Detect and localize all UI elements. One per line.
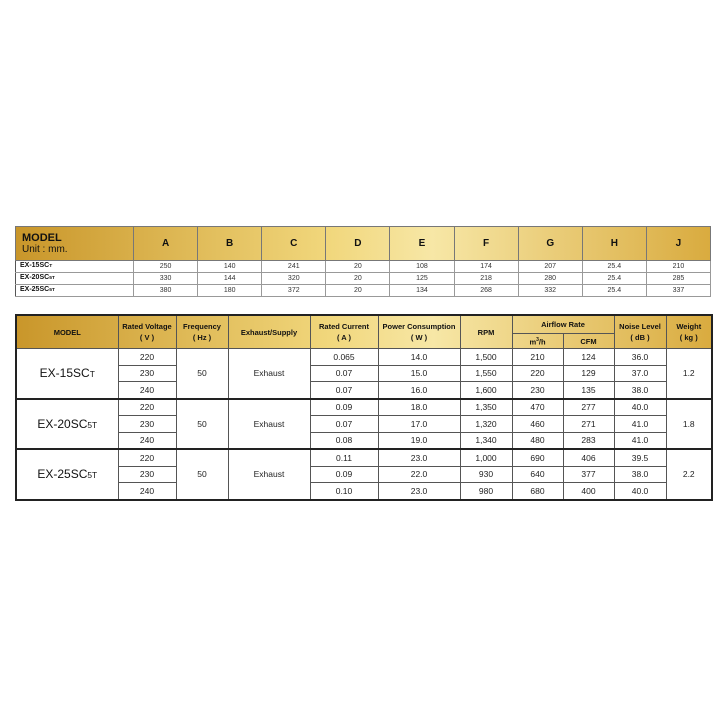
spec-model-name (16, 399, 118, 450)
dimension-value: 25.4 (582, 285, 646, 297)
dimension-value: 218 (454, 273, 518, 285)
power-value: 17.0 (378, 416, 460, 433)
noise-header (614, 315, 666, 349)
dimension-value: 144 (198, 273, 262, 285)
power-value: 22.0 (378, 466, 460, 483)
voltage-header (118, 315, 176, 349)
exhaust-value: Exhaust (228, 349, 310, 399)
dimension-model-header (16, 227, 134, 261)
dimension-model-name (16, 261, 134, 273)
dimension-value: 320 (262, 273, 326, 285)
model-suffix: 5T (87, 470, 98, 481)
rpm-header: RPM (460, 315, 512, 349)
noise-value: 41.0 (614, 416, 666, 433)
airflow-m3h-value: 470 (512, 399, 563, 416)
model-suffix: 5T (49, 276, 55, 281)
airflow-cfm-header: CFM (563, 334, 614, 349)
dimension-value: 140 (198, 261, 262, 273)
spec-row (16, 466, 712, 483)
specification-table (15, 314, 713, 501)
dim-col-header: D (326, 227, 390, 261)
airflow-header: Airflow Rate (512, 315, 614, 334)
noise-value: 40.0 (614, 483, 666, 500)
model-base: EX-25SC (37, 467, 88, 482)
voltage-label: Rated Voltage (122, 322, 172, 331)
spec-model-name (16, 449, 118, 500)
m3h-m: m (529, 337, 537, 347)
frequency-unit: ( Hz ) (192, 333, 212, 342)
model-suffix: T (49, 264, 53, 269)
voltage-unit: ( V ) (139, 333, 155, 342)
airflow-m3h-value: 210 (512, 349, 563, 366)
spec-row (16, 399, 712, 416)
dim-col-header: C (262, 227, 326, 261)
model-base: EX-15SC (39, 366, 90, 381)
voltage-value: 240 (118, 483, 176, 500)
exhaust-header: Exhaust/Supply (228, 315, 310, 349)
power-value: 23.0 (378, 483, 460, 500)
frequency-header (176, 315, 228, 349)
voltage-value: 230 (118, 365, 176, 382)
model-group (16, 399, 712, 450)
spec-model-header: MODEL (16, 315, 118, 349)
weight-header (666, 315, 712, 349)
noise-value: 38.0 (614, 382, 666, 399)
dimension-value: 337 (646, 285, 710, 297)
dimension-value: 250 (134, 261, 198, 273)
m3h-tail: /h (538, 337, 546, 347)
power-value: 23.0 (378, 449, 460, 466)
airflow-m3h-header (512, 334, 563, 349)
dimension-value: 134 (390, 285, 454, 297)
frequency-value: 50 (176, 349, 228, 399)
airflow-cfm-value: 129 (563, 365, 614, 382)
power-value: 15.0 (378, 365, 460, 382)
voltage-value: 240 (118, 432, 176, 449)
weight-value: 1.2 (666, 349, 712, 399)
current-value: 0.10 (310, 483, 378, 500)
spec-row (16, 349, 712, 366)
spec-row (16, 432, 712, 449)
dimension-row (16, 285, 711, 297)
dimension-value: 241 (262, 261, 326, 273)
noise-value: 40.0 (614, 399, 666, 416)
dimension-value: 108 (390, 261, 454, 273)
model-base: EX-20SC (37, 416, 88, 431)
rpm-value: 1,320 (460, 416, 512, 433)
airflow-cfm-value: 406 (563, 449, 614, 466)
weight-value: 2.2 (666, 449, 712, 500)
voltage-value: 230 (118, 416, 176, 433)
dimension-value: 268 (454, 285, 518, 297)
voltage-value: 220 (118, 449, 176, 466)
power-value: 16.0 (378, 382, 460, 399)
noise-unit: ( dB ) (630, 333, 650, 342)
spec-row (16, 382, 712, 399)
exhaust-value: Exhaust (228, 449, 310, 500)
dimension-value: 174 (454, 261, 518, 273)
spec-header-row (16, 315, 712, 334)
dimension-value: 20 (326, 273, 390, 285)
model-base: EX-15SC (20, 262, 50, 269)
weight-label: Weight (676, 322, 702, 331)
noise-value: 41.0 (614, 432, 666, 449)
dimension-model-name (16, 273, 134, 285)
dimension-value: 125 (390, 273, 454, 285)
airflow-m3h-value: 230 (512, 382, 563, 399)
rpm-value: 930 (460, 466, 512, 483)
noise-value: 37.0 (614, 365, 666, 382)
weight-value: 1.8 (666, 399, 712, 450)
noise-value: 38.0 (614, 466, 666, 483)
unit-label: Unit : mm. (22, 243, 68, 255)
current-unit: ( A ) (336, 333, 352, 342)
power-label: Power Consumption (382, 322, 456, 331)
dimension-value: 20 (326, 285, 390, 297)
spec-row (16, 365, 712, 382)
current-value: 0.07 (310, 382, 378, 399)
model-suffix: 5T (49, 288, 55, 293)
airflow-m3h-value: 220 (512, 365, 563, 382)
dimension-value: 285 (646, 273, 710, 285)
dimension-value: 20 (326, 261, 390, 273)
noise-label: Noise Level (619, 322, 661, 331)
m3h-sup: 3 (536, 336, 539, 343)
rpm-value: 1,550 (460, 365, 512, 382)
rpm-value: 980 (460, 483, 512, 500)
model-suffix: 5T (87, 419, 98, 430)
airflow-m3h-value: 480 (512, 432, 563, 449)
model-group (16, 449, 712, 500)
dim-col-header: H (582, 227, 646, 261)
airflow-m3h-value: 460 (512, 416, 563, 433)
dimension-value: 330 (134, 273, 198, 285)
dimension-header-row (16, 227, 711, 261)
spec-row (16, 449, 712, 466)
current-value: 0.07 (310, 365, 378, 382)
model-suffix: T (89, 369, 95, 380)
dimension-row (16, 273, 711, 285)
noise-value: 39.5 (614, 449, 666, 466)
dimension-value: 25.4 (582, 273, 646, 285)
frequency-value: 50 (176, 399, 228, 450)
model-header-label: MODEL (22, 231, 62, 244)
dim-col-header: G (518, 227, 582, 261)
dimension-row (16, 261, 711, 273)
airflow-cfm-value: 283 (563, 432, 614, 449)
dimension-value: 180 (198, 285, 262, 297)
voltage-value: 220 (118, 399, 176, 416)
rpm-value: 1,340 (460, 432, 512, 449)
dim-col-header: F (454, 227, 518, 261)
airflow-cfm-value: 271 (563, 416, 614, 433)
dim-col-header: E (390, 227, 454, 261)
dimension-value: 380 (134, 285, 198, 297)
exhaust-value: Exhaust (228, 399, 310, 450)
power-unit: ( W ) (410, 333, 428, 342)
spec-row (16, 416, 712, 433)
model-base: EX-25SC (20, 286, 50, 293)
model-group (16, 349, 712, 399)
weight-unit: ( kg ) (679, 333, 698, 342)
airflow-cfm-value: 135 (563, 382, 614, 399)
rpm-value: 1,000 (460, 449, 512, 466)
dimension-value: 25.4 (582, 261, 646, 273)
current-label: Rated Current (318, 322, 369, 331)
rpm-value: 1,350 (460, 399, 512, 416)
airflow-m3h-value: 680 (512, 483, 563, 500)
voltage-value: 220 (118, 349, 176, 366)
dim-col-header: B (198, 227, 262, 261)
spec-row (16, 483, 712, 500)
noise-value: 36.0 (614, 349, 666, 366)
power-value: 14.0 (378, 349, 460, 366)
dimension-value: 332 (518, 285, 582, 297)
airflow-cfm-value: 277 (563, 399, 614, 416)
dimension-value: 207 (518, 261, 582, 273)
current-value: 0.09 (310, 466, 378, 483)
frequency-value: 50 (176, 449, 228, 500)
current-value: 0.11 (310, 449, 378, 466)
power-header (378, 315, 460, 349)
dimension-value: 280 (518, 273, 582, 285)
voltage-value: 240 (118, 382, 176, 399)
power-value: 18.0 (378, 399, 460, 416)
model-base: EX-20SC (20, 274, 50, 281)
frequency-label: Frequency (183, 322, 221, 331)
dimension-value: 210 (646, 261, 710, 273)
dimension-model-name (16, 285, 134, 297)
current-value: 0.065 (310, 349, 378, 366)
spec-model-name (16, 349, 118, 399)
airflow-m3h-value: 690 (512, 449, 563, 466)
current-value: 0.08 (310, 432, 378, 449)
power-value: 19.0 (378, 432, 460, 449)
dimension-value: 372 (262, 285, 326, 297)
airflow-cfm-value: 400 (563, 483, 614, 500)
dim-col-header: A (134, 227, 198, 261)
airflow-m3h-value: 640 (512, 466, 563, 483)
airflow-cfm-value: 124 (563, 349, 614, 366)
current-value: 0.09 (310, 399, 378, 416)
rpm-value: 1,500 (460, 349, 512, 366)
current-value: 0.07 (310, 416, 378, 433)
voltage-value: 230 (118, 466, 176, 483)
current-header (310, 315, 378, 349)
airflow-cfm-value: 377 (563, 466, 614, 483)
rpm-value: 1,600 (460, 382, 512, 399)
dim-col-header: J (646, 227, 710, 261)
dimension-table (15, 226, 711, 297)
